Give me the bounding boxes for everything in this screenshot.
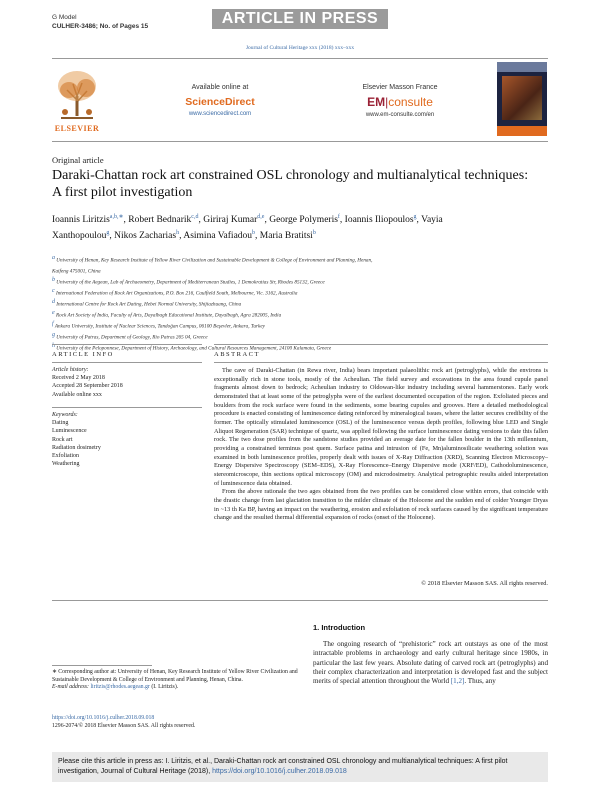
affiliation-text: University of the Aegean, Lab of Archaeometry, Department of Mediterranean Studies, 1 Demokratias Str, Rhodes 85132, Greece	[56, 279, 325, 286]
author-separator: ,	[198, 215, 204, 226]
affiliation-marker: b	[52, 276, 55, 283]
affiliations	[52, 254, 548, 352]
author-affiliation-marker[interactable]: g	[106, 230, 110, 237]
introduction-body	[313, 640, 548, 686]
doi-link[interactable]: https://doi.org/10.1016/j.culher.2018.09.018	[52, 715, 155, 721]
abstract-paragraph-2: From the above rationale the two ages obtained from the two profiles can be considered close within errors, that coincide with the drastic change from last glaciation transition to the milder climate of the Holocene and the sudden end of colder Younger Dryas in ~13 th Ka BP, having an impact on the weathering, erosion and exfoliation of rock surfaces caused by the significant temperature change and the resulted thermal differential expansion of rocks (onset of the Holocene).	[214, 488, 548, 522]
emconsulte-logo	[340, 95, 460, 109]
affiliation-item	[52, 276, 548, 287]
elsevier-tree-logo	[53, 66, 101, 128]
author-name[interactable]: Nikos Zacharias	[114, 231, 177, 242]
author-affiliation-marker[interactable]: a,b,∗	[109, 214, 124, 220]
author-separator: ,	[123, 215, 129, 226]
keywords-label: Keywords:	[52, 412, 78, 418]
author-name[interactable]: Asimina Vafiadou	[183, 231, 253, 242]
doi-block	[52, 714, 302, 730]
history-received: Received 2 May 2018	[52, 375, 105, 382]
citation-link[interactable]: [1,2]	[450, 677, 465, 685]
abstract-heading: ABSTRACT	[214, 351, 260, 358]
divider-abstract	[214, 344, 548, 345]
corresponding-author-footnote	[52, 669, 302, 692]
author-affiliation-marker[interactable]: c,d	[191, 214, 199, 220]
keyword-item: Rock art	[52, 436, 73, 443]
article-in-press-banner: ARTICLE IN PRESS	[212, 9, 388, 29]
article-history	[52, 366, 202, 399]
affiliation-marker: d	[52, 298, 55, 305]
author-separator: ,	[416, 215, 422, 226]
affiliation-item	[52, 298, 548, 309]
affiliation-item	[52, 287, 548, 298]
divider-info	[52, 344, 202, 345]
top-left-meta	[52, 13, 148, 31]
author-name[interactable]: Giriraj Kumar	[203, 215, 258, 226]
keyword-item: Luminescence	[52, 428, 87, 435]
author-separator: ,	[179, 231, 184, 242]
affiliation-text: University of the Peloponnese, Department of History, Archaeology, and Cultural Resources Management, 24100 Kalamata, Greece	[56, 345, 332, 352]
model-label: G Model	[52, 14, 77, 21]
copyright-notice: © 2018 Elsevier Masson SAS. All rights reserved.	[421, 580, 548, 587]
emconsulte-em: EM	[367, 95, 386, 109]
emconsulte-pipe: |	[385, 95, 389, 109]
history-online: Available online xxx	[52, 391, 102, 398]
affiliation-marker: g	[52, 331, 55, 338]
sciencedirect-logo: ScienceDirect	[185, 96, 255, 108]
author-affiliation-marker[interactable]: b	[252, 230, 256, 237]
divider-keywords	[52, 407, 202, 408]
affiliation-item	[52, 265, 548, 276]
author-separator: ,	[109, 231, 115, 242]
affiliation-marker: a	[52, 255, 55, 261]
affiliation-marker: h	[52, 342, 55, 349]
cite-doi-link[interactable]: https://doi.org/10.1016/j.culher.2018.09.018	[212, 768, 347, 775]
author-name[interactable]: Robert Bednarik	[128, 215, 192, 226]
author-name[interactable]: George Polymeris	[269, 215, 338, 226]
keyword-item: Dating	[52, 420, 69, 427]
affiliation-item	[52, 320, 548, 331]
email-owner: (I. Liritzis).	[151, 684, 179, 691]
pages-count: No. of Pages 15	[99, 23, 149, 30]
sciencedirect-url[interactable]: www.sciencedirect.com	[188, 111, 252, 117]
keyword-item: Weathering	[52, 461, 80, 468]
introduction-text: The ongoing research of “prehistoric” rock art outstays as one of the most intractable problems in archaeology and early cultural heritage since 1980s, in particular the last few years. Absolute dating of carved rock art (petroglyphs) and their complex characterization and interpretation is developed fast and the subject merits of special attention throughout the World	[313, 640, 548, 685]
history-label: Article history:	[52, 367, 89, 373]
cite-text: Please cite this article in press as: I. Liritzis, et al., Daraki-Chattan rock art constrained OSL chronology and multianalytical techniques: A first pilot investigation, Journal of Cultural Heritage (2018),	[58, 758, 508, 775]
affiliation-marker: f	[52, 320, 54, 327]
history-accepted: Accepted 28 September 2018	[52, 383, 123, 390]
affiliation-text: Ankara University, Institute of Nuclear Sciences, Tandoğan Campus, 06100 Beşevler, Ankara, Turkey	[54, 323, 265, 330]
affiliation-item	[52, 331, 548, 342]
introduction-tail: . Thus, any	[464, 677, 496, 685]
publisher-name: Elsevier Masson France	[362, 84, 438, 91]
affiliation-text: University of Patras, Department of Geology, Rio Patras 265 04, Greece	[56, 334, 208, 341]
affiliation-text: Kaifeng 475001, China	[52, 268, 101, 275]
affiliation-text: International Federation of Rock Art Organizations, P.O. Box 216, Caulfield South, Melbourne, Vic. 3162, Australia	[55, 290, 298, 297]
affiliation-item	[52, 309, 548, 320]
author-separator: ,	[264, 215, 270, 226]
abstract-paragraph-1: The cave of Daraki-Chattan (in Rewa river, India) bears important palaeolithic rock art (petroglyphs), while the environs is exceptionally rich in stone tools, mostly of the Acheulian. The field survey and excavations in the area found cupule panel fragments almost down to bedrock; Acheulian industry to Oldowan-like industry including several hammerstones. Early work demonstrated that at least some of the petroglyphs were of the earliest documented occupation of the region. Exfoliated pieces and boulders from the rock surface were found in the sediments, some bearing cupules and grooves. Here a detailed methodological procedure is enacted consisting of luminescence dating reinforced by mineralogical issues, where the latter secures credibility of the former. The optically stimulated luminescence (OSL) of the luminescence versus depth profiles, following blue LED and Single Aliquot Regeneration (SAR) technique of quartz, was applied following the surface luminescence dating versions to date this fallen rock. The two dose profiles from the sandstone studies provided an average date for the fallen boulder in the 13th millennium, providing a constrained terminus post quem. Surface patina and intrusion of (Fe, Mn)aluminosilicate weathering solution was examined in both luminescence profiles, properly dealt with issues of X-Ray Diffraction (XRD), Scanning Electron Microscopy–Energy Dispersive Spectroscopy (SEM–EDS), X-Ray Florescence–Energy Dispersive mode (XRF/ED), Cathodoluminescence, stereomicroscope, thin sections optical microscopy (OM) and microdosimetry. Analytical petrographic results aided interpretation of luminescence data obtained.	[214, 367, 548, 487]
author-affiliation-marker[interactable]: d,e	[257, 214, 265, 220]
affiliation-text: University of Henan, Key Research Institute of Yellow River Civilization and Sustainable Development & College of Environment and Planning, Henan,	[56, 257, 373, 264]
elsevier-wordmark: ELSEVIER	[54, 124, 100, 133]
emconsulte-rest: consulte	[388, 95, 433, 109]
keyword-item: Exfoliation	[52, 453, 79, 460]
journal-header	[52, 58, 548, 142]
author-affiliation-marker[interactable]: b	[312, 230, 316, 237]
affiliation-item	[52, 254, 548, 265]
article-title: Daraki-Chattan rock art constrained OSL chronology and multianalytical techniques: A first pilot investigation	[52, 168, 529, 200]
journal-cover-thumbnail	[497, 62, 547, 136]
author-separator: ,	[255, 231, 260, 242]
divider-body	[52, 600, 548, 601]
affiliation-marker: c	[52, 287, 55, 294]
author-list	[52, 211, 502, 243]
article-info-heading: ARTICLE INFO	[52, 351, 114, 358]
divider-info-2	[52, 362, 202, 363]
emconsulte-url[interactable]: www.em-consulte.com/en	[365, 112, 435, 118]
available-online-label: Available online at	[191, 84, 249, 91]
author-name[interactable]: Ioannis Iliopoulos	[344, 215, 414, 226]
journal-citation-link[interactable]: Journal of Cultural Heritage xxx (2018) xxx–xxx	[245, 45, 355, 51]
keywords	[52, 411, 202, 468]
affiliation-text: Rock Art Society of India, Faculty of Arts, Dayalbagh Educational Institute, Dayalbagh, Agra 282005, India	[55, 312, 282, 319]
author-name[interactable]: Vayia Xanthopoulou	[52, 215, 443, 242]
affiliation-marker: e	[52, 309, 55, 316]
author-affiliation-marker[interactable]: f	[337, 214, 340, 220]
issn-line: 1296-2074/© 2018 Elsevier Masson SAS. All rights reserved.	[52, 723, 196, 729]
introduction-heading: 1. Introduction	[313, 623, 366, 632]
abstract-body	[214, 367, 548, 523]
author-affiliation-marker[interactable]: g	[413, 214, 417, 220]
affiliation-text: International Centre for Rock Art Dating, Hebei Normal University, Shijiazhuang, China	[56, 301, 242, 308]
article-type: Original article	[52, 155, 104, 165]
author-name[interactable]: Maria Bratitsi	[259, 231, 313, 242]
footnote-rule	[52, 665, 152, 666]
article-id: CULHER-3486;	[52, 23, 98, 30]
email-link[interactable]: liritzis@rhodes.aegean.gr	[90, 684, 150, 691]
author-affiliation-marker[interactable]: h	[176, 230, 180, 237]
author-name[interactable]: Ioannis Liritzis	[52, 215, 110, 226]
corresponding-author-text: ∗ Corresponding author at: University of Henan, Key Research Institute of Yellow River Civilization and Sustainable Development & College of Environment and Planning, Henan, China.	[52, 669, 298, 683]
cite-this-article-box	[52, 752, 548, 782]
keyword-item: Radiation dosimetry	[52, 444, 101, 451]
email-label: E-mail address:	[52, 684, 89, 691]
author-separator: ,	[339, 215, 345, 226]
divider-abstract-2	[214, 362, 548, 363]
